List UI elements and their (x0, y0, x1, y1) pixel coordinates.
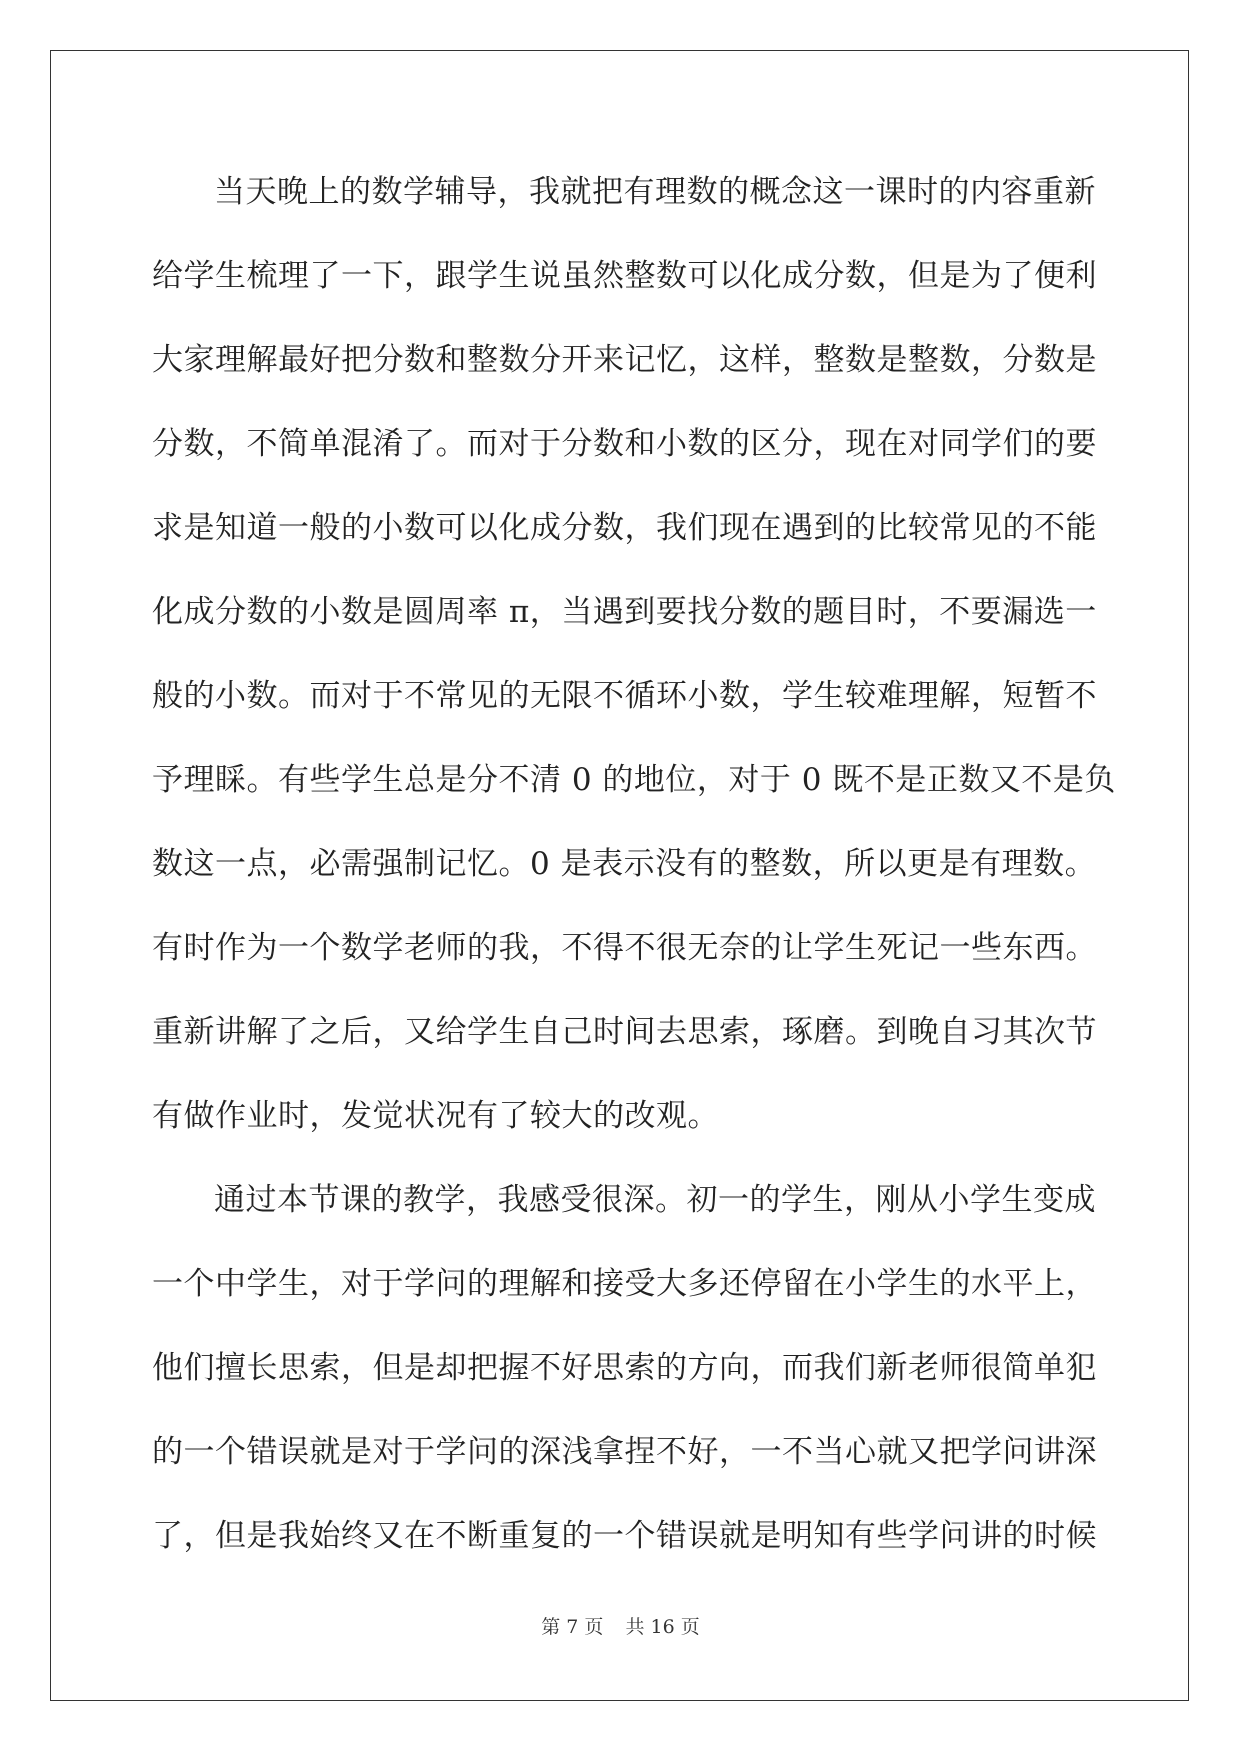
text-line: 的一个错误就是对于学问的深浅拿捏不好，一不当心就又把学问讲深 (152, 1434, 1097, 1470)
text-line: 重新讲解了之后，又给学生自己时间去思索，琢磨。到晚自习其次节 (152, 1014, 1097, 1050)
text-line: 给学生梳理了一下，跟学生说虽然整数可以化成分数，但是为了便利 (152, 258, 1097, 294)
text-line: 分数，不简单混淆了。而对于分数和小数的区分，现在对同学们的要 (152, 426, 1097, 462)
text-line: 有做作业时，发觉状况有了较大的改观。 (152, 1098, 719, 1134)
page-total: 共 16 页 (625, 1616, 700, 1638)
text-line: 一个中学生，对于学问的理解和接受大多还停留在小学生的水平上， (152, 1266, 1097, 1302)
text-line: 有时作为一个数学老师的我，不得不很无奈的让学生死记一些东西。 (152, 930, 1097, 966)
text-line: 通过本节课的教学，我感受很深。初一的学生，刚从小学生变成 (214, 1182, 1096, 1218)
text-line: 当天晚上的数学辅导，我就把有理数的概念这一课时的内容重新 (214, 174, 1096, 210)
text-line: 化成分数的小数是圆周率 π，当遇到要找分数的题目时，不要漏选一 (152, 594, 1097, 630)
paragraph-2 (152, 1158, 1097, 1578)
text-line: 大家理解最好把分数和整数分开来记忆，这样，整数是整数，分数是 (152, 342, 1097, 378)
text-line: 般的小数。而对于不常见的无限不循环小数，学生较难理解，短暂不 (152, 678, 1097, 714)
document-body (152, 150, 1116, 1578)
page-footer (0, 1612, 1241, 1639)
text-line: 了，但是我始终又在不断重复的一个错误就是明知有些学问讲的时候 (152, 1518, 1097, 1554)
page-number: 第 7 页 (541, 1616, 604, 1638)
text-line: 求是知道一般的小数可以化成分数，我们现在遇到的比较常见的不能 (152, 510, 1097, 546)
text-line: 数这一点，必需强制记忆。0 是表示没有的整数，所以更是有理数。 (152, 846, 1097, 882)
paragraph-1 (152, 150, 1116, 1158)
text-line: 他们擅长思索，但是却把握不好思索的方向，而我们新老师很简单犯 (152, 1350, 1097, 1386)
text-line: 予理睬。有些学生总是分不清 0 的地位，对于 0 既不是正数又不是负 (152, 762, 1116, 798)
